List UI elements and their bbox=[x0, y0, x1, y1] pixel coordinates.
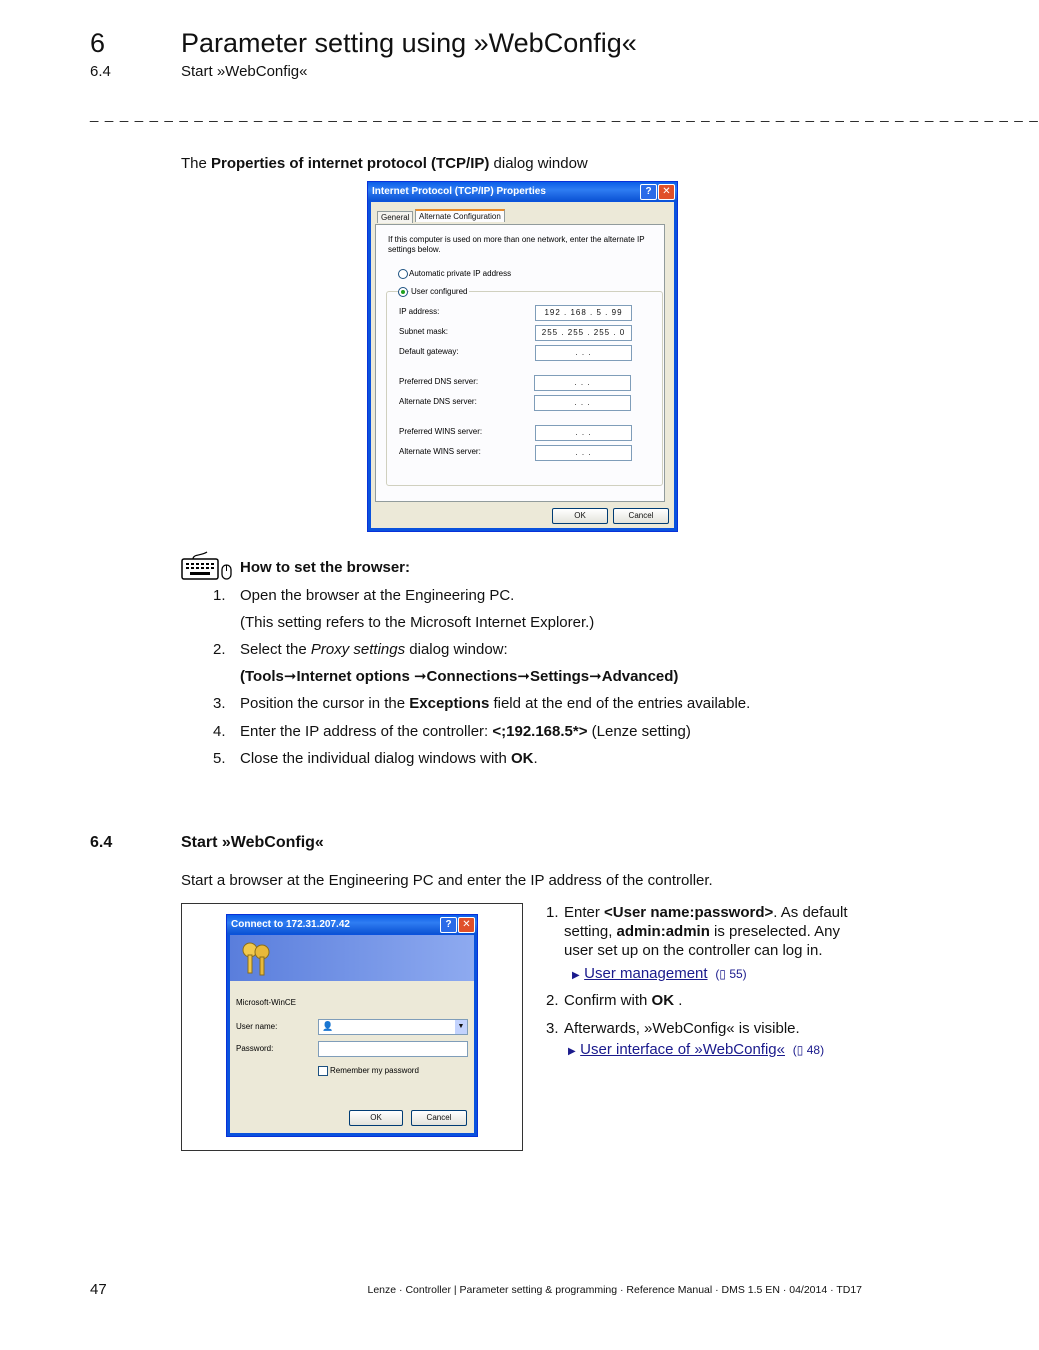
field-label: Preferred WINS server: bbox=[399, 427, 483, 436]
cross-reference bbox=[572, 965, 747, 983]
chapter-title: Parameter setting using »WebConfig« bbox=[181, 28, 637, 58]
ok-button[interactable]: OK bbox=[349, 1110, 403, 1126]
close-button[interactable]: ✕ bbox=[658, 184, 675, 200]
field-label: Preferred DNS server: bbox=[399, 377, 479, 386]
password-label: Password: bbox=[236, 1044, 274, 1053]
field-label: IP address: bbox=[399, 307, 440, 316]
link-arrow-icon: ▶ bbox=[572, 970, 580, 981]
radio-user-label: User configured bbox=[411, 287, 468, 296]
tab-general[interactable]: General bbox=[377, 211, 413, 223]
keyboard-mouse-icon bbox=[181, 551, 233, 581]
page-ref[interactable]: (▯ 48) bbox=[789, 1043, 825, 1057]
tab-panel bbox=[375, 224, 665, 502]
step-number: 3. bbox=[546, 1020, 559, 1037]
connect-dialog bbox=[226, 914, 478, 1137]
step-number: 4. bbox=[213, 723, 226, 740]
default-gateway-input[interactable]: . . . bbox=[535, 345, 632, 361]
step-text: Enter <User name:password>. As default setting, admin:admin is preselected. Any user set up on the controller can log in. bbox=[564, 904, 848, 959]
alternate-dns-input[interactable]: . . . bbox=[534, 395, 631, 411]
help-button[interactable]: ? bbox=[640, 184, 657, 200]
step-text: Close the individual dialog windows with OK. bbox=[240, 750, 538, 767]
page-number: 47 bbox=[90, 1281, 107, 1298]
section-intro: Start a browser at the Engineering PC and enter the IP address of the controller. bbox=[181, 872, 713, 889]
step-number: 3. bbox=[213, 695, 226, 712]
chapter-number: 6 bbox=[90, 28, 106, 58]
step-text: Afterwards, »WebConfig« is visible. bbox=[564, 1020, 800, 1037]
step-text: Confirm with OK . bbox=[564, 992, 683, 1009]
step-number: 1. bbox=[546, 904, 559, 921]
alternate-wins-input[interactable]: . . . bbox=[535, 445, 632, 461]
howto-title: How to set the browser: bbox=[240, 559, 411, 576]
preferred-dns-input[interactable]: . . . bbox=[534, 375, 631, 391]
link-arrow-icon: ▶ bbox=[568, 1046, 576, 1057]
user-icon: 👤 bbox=[322, 1021, 334, 1031]
book-icon: ▯ bbox=[719, 967, 726, 981]
user-name-input[interactable] bbox=[318, 1019, 468, 1035]
step-number: 2. bbox=[213, 641, 226, 658]
dialog-title: Connect to 172.31.207.42 bbox=[231, 919, 350, 930]
realm-text: Microsoft-WinCE bbox=[236, 998, 297, 1007]
user-name-label: User name: bbox=[236, 1022, 278, 1031]
step-number: 1. bbox=[213, 587, 226, 604]
cancel-button[interactable]: Cancel bbox=[411, 1110, 467, 1126]
preferred-wins-input[interactable]: . . . bbox=[535, 425, 632, 441]
intro-text: If this computer is used on more than one network, enter the alternate IP settings below. bbox=[388, 235, 645, 254]
help-button[interactable]: ? bbox=[440, 917, 457, 933]
keys-icon bbox=[238, 938, 278, 978]
radio-user-configured[interactable] bbox=[398, 287, 408, 297]
cancel-button[interactable]: Cancel bbox=[613, 508, 669, 524]
dashed-rule: _ _ _ _ _ _ _ _ _ _ _ _ _ _ _ _ _ _ _ _ _ _ _ _ _ _ _ _ _ _ _ _ _ _ _ _ _ _ _ _ _ _ _ _ _ _ _ _ _ _ _ _ _ _ _ _ _ _ _ _ _ _ _ _ bbox=[90, 106, 1039, 123]
step-number: 5. bbox=[213, 750, 226, 767]
step-text: Select the Proxy settings dialog window: bbox=[240, 641, 508, 658]
menu-path: (Tools➞Internet options ➞Connections➞Settings➞Advanced) bbox=[240, 668, 679, 685]
field-label: Default gateway: bbox=[399, 347, 459, 356]
dropdown-arrow-icon[interactable]: ▼ bbox=[455, 1020, 467, 1034]
ip-address-input[interactable]: 192 . 168 . 5 . 99 bbox=[535, 305, 632, 321]
dialog-title-bar bbox=[368, 182, 677, 201]
step-text: Open the browser at the Engineering PC. bbox=[240, 587, 515, 604]
dialog-title: Internet Protocol (TCP/IP) Properties bbox=[372, 186, 546, 197]
field-label: Subnet mask: bbox=[399, 327, 448, 336]
banner bbox=[230, 935, 474, 981]
footer-text: Lenze · Controller | Parameter setting & programming · Reference Manual · DMS 1.5 EN · 04/2014 · TD17 bbox=[367, 1284, 862, 1296]
field-label: Alternate DNS server: bbox=[399, 397, 477, 406]
password-input[interactable] bbox=[318, 1041, 468, 1057]
step-note: (This setting refers to the Microsoft Internet Explorer.) bbox=[240, 614, 595, 631]
page-ref[interactable]: (▯ 55) bbox=[712, 967, 747, 981]
step-number: 2. bbox=[546, 992, 559, 1009]
remember-label: Remember my password bbox=[330, 1066, 419, 1075]
section-heading-title: Start »WebConfig« bbox=[181, 834, 324, 851]
section-title-header: Start »WebConfig« bbox=[181, 63, 308, 80]
subnet-mask-input[interactable]: 255 . 255 . 255 . 0 bbox=[535, 325, 632, 341]
section-number: 6.4 bbox=[90, 63, 111, 80]
section-heading-number: 6.4 bbox=[90, 834, 113, 851]
radio-automatic-label: Automatic private IP address bbox=[409, 269, 512, 278]
close-button[interactable]: ✕ bbox=[458, 917, 475, 933]
user-management-link[interactable]: User management bbox=[584, 965, 708, 982]
book-icon: ▯ bbox=[796, 1043, 804, 1057]
ok-button[interactable]: OK bbox=[552, 508, 608, 524]
step-text: Enter the IP address of the controller: <;192.168.5*> (Lenze setting) bbox=[240, 723, 691, 740]
step-text: Position the cursor in the Exceptions field at the end of the entries available. bbox=[240, 695, 751, 712]
tab-alternate-configuration[interactable]: Alternate Configuration bbox=[415, 209, 505, 222]
cross-reference bbox=[568, 1041, 824, 1059]
radio-automatic-ip[interactable] bbox=[398, 269, 408, 279]
dialog-title-bar bbox=[227, 915, 477, 934]
figure-caption: The Properties of internet protocol (TCP/IP) dialog window bbox=[181, 155, 588, 172]
field-label: Alternate WINS server: bbox=[399, 447, 481, 456]
remember-checkbox[interactable] bbox=[318, 1066, 328, 1076]
tcpip-properties-dialog bbox=[367, 181, 678, 532]
user-interface-link[interactable]: User interface of »WebConfig« bbox=[580, 1041, 785, 1058]
